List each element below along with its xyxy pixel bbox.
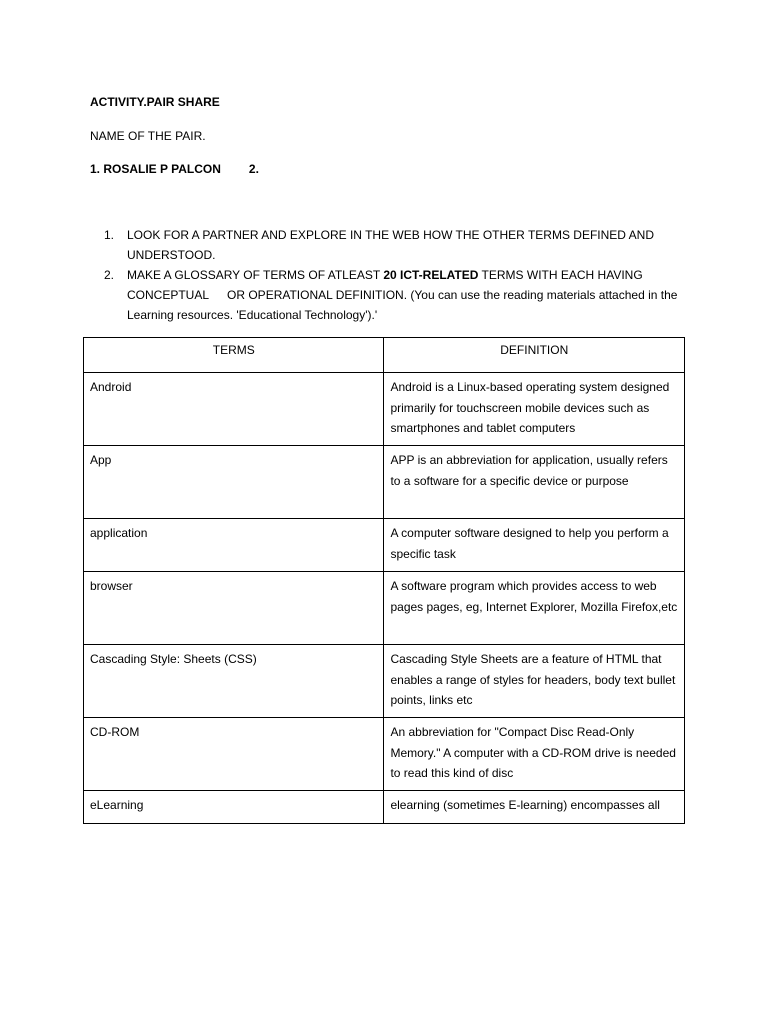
instruction-text-2b: TERMS WITH EACH HAVING CONCEPTUAL <box>127 268 643 302</box>
pair-label: NAME OF THE PAIR. <box>90 129 206 143</box>
table-row <box>84 791 685 824</box>
instructions-list <box>90 225 690 325</box>
terms-header: TERMS <box>84 338 384 373</box>
definition-cell: Android is a Linux-based operating system designed primarily for touchscreen mobile devices such as smartphones and tablet computers <box>384 373 685 446</box>
table-row <box>84 519 685 572</box>
instruction-number-2: 2. <box>104 268 115 282</box>
table-row <box>84 446 685 519</box>
definition-header: DEFINITION <box>384 338 685 373</box>
term-cell: CD-ROM <box>84 718 384 791</box>
pair-member-2: 2. <box>248 162 259 176</box>
instruction-number-1: 1. <box>104 228 115 242</box>
term-cell: eLearning <box>84 791 384 824</box>
table-header-row <box>84 338 685 373</box>
activity-title: ACTIVITY.PAIR SHARE <box>90 95 220 109</box>
term-cell: Cascading Style: Sheets (CSS) <box>84 645 384 718</box>
definition-cell: A computer software designed to help you perform a specific task <box>384 519 685 572</box>
term-cell: Android <box>84 373 384 446</box>
instruction-text-2-bold: 20 ICT-RELATED <box>383 268 479 282</box>
pair-names <box>90 162 259 176</box>
pair-member-1: 1. ROSALIE P PALCON <box>90 162 221 176</box>
instruction-item-1 <box>90 225 690 265</box>
glossary-table <box>83 337 685 824</box>
term-cell: App <box>84 446 384 519</box>
definition-cell: An abbreviation for "Compact Disc Read-Only Memory." A computer with a CD-ROM drive is needed to read this kind of disc <box>384 718 685 791</box>
instruction-text-2c: OR OPERATIONAL DEFINITION. <box>227 288 408 302</box>
table-row <box>84 572 685 645</box>
table-row <box>84 645 685 718</box>
term-cell: application <box>84 519 384 572</box>
term-cell: browser <box>84 572 384 645</box>
table-row <box>84 718 685 791</box>
instruction-text-2a: MAKE A GLOSSARY OF TERMS OF ATLEAST <box>127 268 384 282</box>
definition-cell: elearning (sometimes E-learning) encompasses all <box>384 791 685 824</box>
instruction-item-2 <box>90 265 690 325</box>
instruction-text-1: LOOK FOR A PARTNER AND EXPLORE IN THE WEB HOW THE OTHER TERMS DEFINED AND UNDERSTOOD. <box>127 228 654 262</box>
instruction-text-2d: (You can use the reading materials attached in the Learning resources. 'Educational Technology').' <box>127 288 678 322</box>
definition-cell: APP is an abbreviation for application, usually refers to a software for a specific device or purpose <box>384 446 685 519</box>
table-row <box>84 373 685 446</box>
definition-cell: A software program which provides access to web pages pages, eg, Internet Explorer, Mozilla Firefox,etc <box>384 572 685 645</box>
definition-cell: Cascading Style Sheets are a feature of HTML that enables a range of styles for headers, body text bullet points, links etc <box>384 645 685 718</box>
